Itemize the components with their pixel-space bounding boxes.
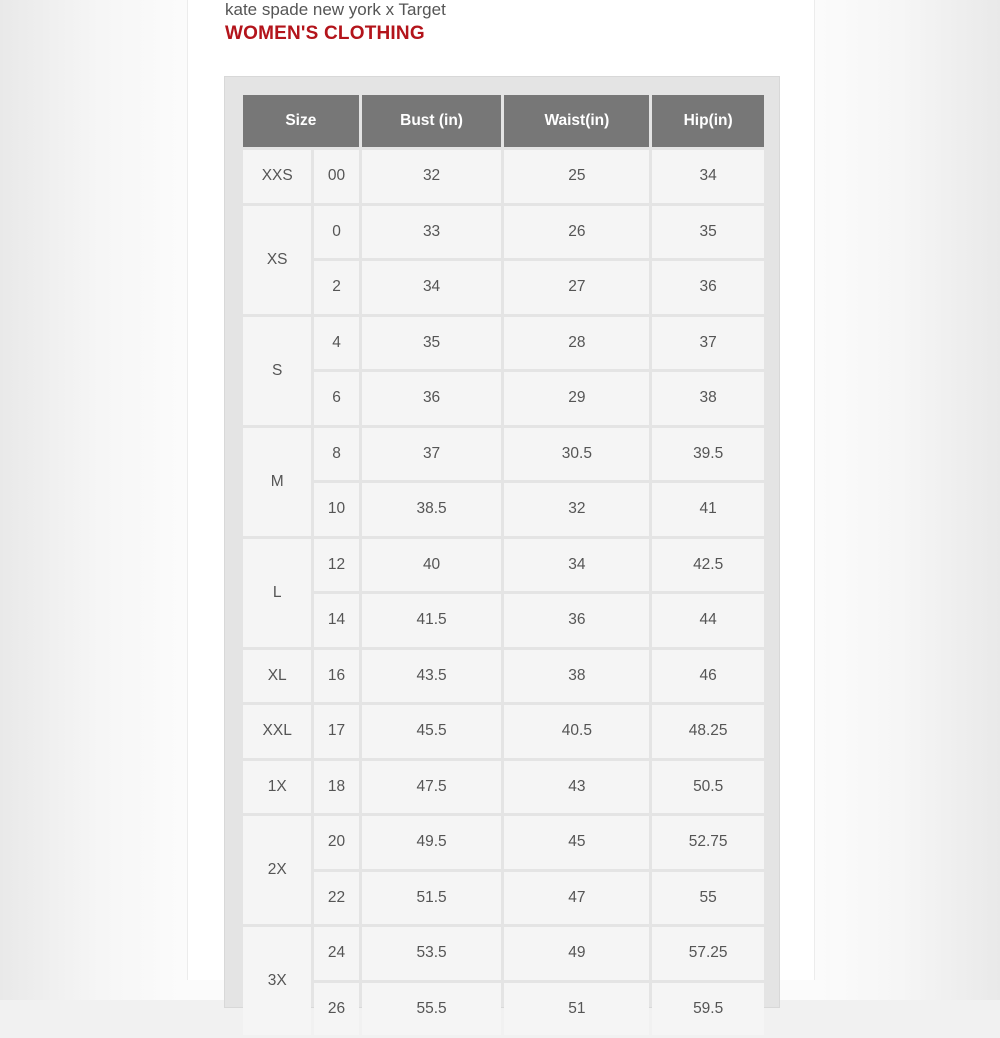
size-letter-cell: XXS: [243, 150, 311, 203]
table-body: [243, 150, 764, 1035]
bust-cell: 45.5: [362, 705, 502, 758]
waist-cell: 27: [504, 261, 649, 314]
waist-cell: 47: [504, 872, 649, 925]
bust-cell: 53.5: [362, 927, 502, 980]
bust-cell: 49.5: [362, 816, 502, 869]
bust-cell: 36: [362, 372, 502, 425]
waist-cell: 51: [504, 983, 649, 1036]
size-number-cell: 8: [314, 428, 358, 481]
table-row: [243, 206, 764, 259]
waist-cell: 28: [504, 317, 649, 370]
bust-cell: 43.5: [362, 650, 502, 703]
size-letter-cell: M: [243, 428, 311, 536]
hip-cell: 59.5: [652, 983, 764, 1036]
waist-cell: 49: [504, 927, 649, 980]
size-letter-cell: S: [243, 317, 311, 425]
bust-cell: 51.5: [362, 872, 502, 925]
table-row: [243, 428, 764, 481]
size-number-cell: 16: [314, 650, 358, 703]
size-number-cell: 00: [314, 150, 358, 203]
hip-cell: 50.5: [652, 761, 764, 814]
waist-cell: 30.5: [504, 428, 649, 481]
bust-cell: 32: [362, 150, 502, 203]
table-row: [243, 594, 764, 647]
size-letter-cell: L: [243, 539, 311, 647]
content-panel: [187, 0, 815, 1017]
hip-cell: 34: [652, 150, 764, 203]
waist-cell: 32: [504, 483, 649, 536]
size-number-cell: 17: [314, 705, 358, 758]
hip-cell: 52.75: [652, 816, 764, 869]
header: [225, 0, 785, 45]
table-row: [243, 372, 764, 425]
size-table: [240, 92, 767, 1038]
waist-cell: 40.5: [504, 705, 649, 758]
table-row: [243, 483, 764, 536]
size-letter-cell: XS: [243, 206, 311, 314]
hip-cell: 38: [652, 372, 764, 425]
table-row: [243, 150, 764, 203]
size-number-cell: 4: [314, 317, 358, 370]
table-row: [243, 539, 764, 592]
hip-cell: 37: [652, 317, 764, 370]
hip-cell: 57.25: [652, 927, 764, 980]
table-row: [243, 872, 764, 925]
size-letter-cell: 1X: [243, 761, 311, 814]
hip-cell: 46: [652, 650, 764, 703]
bust-cell: 35: [362, 317, 502, 370]
table-row: [243, 816, 764, 869]
size-number-cell: 0: [314, 206, 358, 259]
hip-cell: 44: [652, 594, 764, 647]
waist-cell: 34: [504, 539, 649, 592]
hip-cell: 36: [652, 261, 764, 314]
table-header-row: [243, 95, 764, 147]
header-bust: Bust (in): [362, 95, 502, 147]
size-letter-cell: 2X: [243, 816, 311, 924]
header-hip: Hip(in): [652, 95, 764, 147]
size-number-cell: 22: [314, 872, 358, 925]
hip-cell: 41: [652, 483, 764, 536]
waist-cell: 29: [504, 372, 649, 425]
bust-cell: 41.5: [362, 594, 502, 647]
table-row: [243, 761, 764, 814]
bust-cell: 37: [362, 428, 502, 481]
bust-cell: 38.5: [362, 483, 502, 536]
waist-cell: 36: [504, 594, 649, 647]
waist-cell: 26: [504, 206, 649, 259]
header-waist: Waist(in): [504, 95, 649, 147]
table-row: [243, 317, 764, 370]
hip-cell: 35: [652, 206, 764, 259]
waist-cell: 38: [504, 650, 649, 703]
size-number-cell: 12: [314, 539, 358, 592]
table-row: [243, 705, 764, 758]
size-letter-cell: 3X: [243, 927, 311, 1035]
size-letter-cell: XL: [243, 650, 311, 703]
hip-cell: 42.5: [652, 539, 764, 592]
hip-cell: 55: [652, 872, 764, 925]
bust-cell: 33: [362, 206, 502, 259]
bust-cell: 40: [362, 539, 502, 592]
section-title: WOMEN'S CLOTHING: [225, 23, 425, 44]
size-number-cell: 14: [314, 594, 358, 647]
size-number-cell: 6: [314, 372, 358, 425]
table-row: [243, 261, 764, 314]
size-number-cell: 18: [314, 761, 358, 814]
waist-cell: 43: [504, 761, 649, 814]
size-chart: [224, 76, 780, 1017]
header-size: Size: [243, 95, 359, 147]
bust-cell: 47.5: [362, 761, 502, 814]
waist-cell: 25: [504, 150, 649, 203]
size-number-cell: 20: [314, 816, 358, 869]
bust-cell: 55.5: [362, 983, 502, 1036]
table-row: [243, 927, 764, 980]
bust-cell: 34: [362, 261, 502, 314]
table-row: [243, 983, 764, 1036]
waist-cell: 45: [504, 816, 649, 869]
size-letter-cell: XXL: [243, 705, 311, 758]
brand-name: kate spade new york x Target: [225, 0, 446, 19]
table-row: [243, 650, 764, 703]
size-number-cell: 10: [314, 483, 358, 536]
size-number-cell: 24: [314, 927, 358, 980]
hip-cell: 48.25: [652, 705, 764, 758]
size-number-cell: 2: [314, 261, 358, 314]
hip-cell: 39.5: [652, 428, 764, 481]
size-number-cell: 26: [314, 983, 358, 1036]
